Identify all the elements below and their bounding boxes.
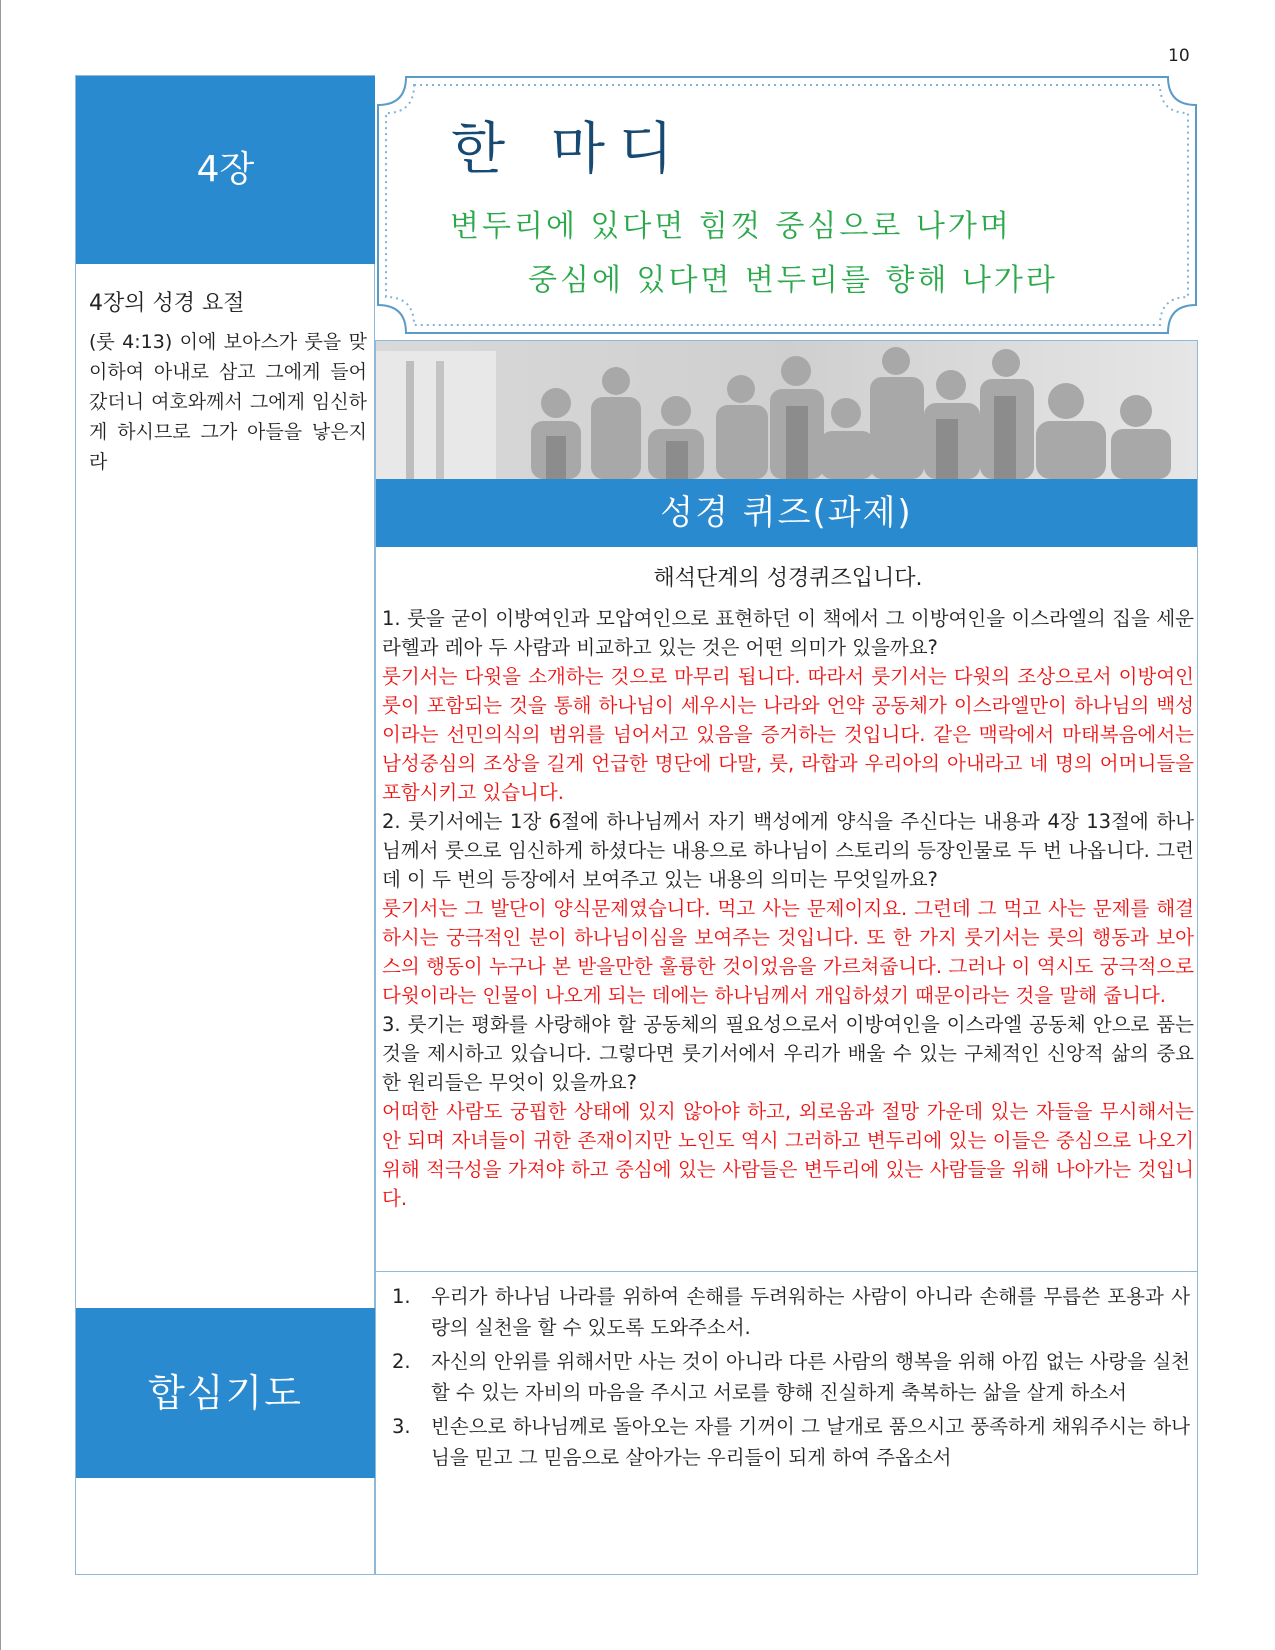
quiz-intro: 해석단계의 성경퀴즈입니다.: [653, 566, 923, 591]
prayer-text: 우리가 하나님 나라를 위하여 손해를 두려워하는 사람이 아니라 손해를 무릅쓴 포용과 사랑의 실천을 할 수 있도록 도와주소서.: [431, 1285, 1190, 1339]
prayer-number: 1.: [392, 1285, 411, 1308]
prayer-list: [384, 1281, 1190, 1476]
sidebar: [75, 75, 375, 1575]
prayer-number: 2.: [392, 1350, 411, 1373]
prayer-text: 자신의 안위를 위해서만 사는 것이 아니라 다른 사람의 행복을 위해 아낌 없는 사랑을 실천할 수 있는 자비의 마음을 주시고 서로를 향해 진실하게 축복하는 삶을 살게 하소서: [431, 1350, 1190, 1404]
motto-line-2: 중심에 있다면 변두리를 향해 나가라: [528, 263, 1058, 298]
prayer-item: [384, 1346, 1190, 1408]
key-verse-block: [89, 286, 367, 477]
quiz-heading: 성경 퀴즈(과제): [376, 479, 1197, 547]
section-divider: [376, 1271, 1197, 1272]
quiz-answer: 룻기서는 그 발단이 양식문제였습니다. 먹고 사는 문제이지요. 그런데 그 먹고 사는 문제를 해결하시는 궁극적인 분이 하나님이심을 보여주는 것입니다. 또 한 가지 룻기서는 룻의 행동과 보아스의 행동이 누구나 본 받을만한 훌륭한 것이었음을 가르쳐줍니다. 그러나 이 역시도 궁극적으로 다윗이라는 인물이 나오게 되는 데에는 하나님께서 개입하셨기 때문이라는 것을 말해 줍니다.: [382, 897, 1194, 1007]
quiz-question: 3. 룻기는 평화를 사랑해야 할 공동체의 필요성으로서 이방여인을 이스라엘 공동체 안으로 품는 것을 제시하고 있습니다. 그렇다면 룻기서에서 우리가 배울 수 있는 구체적인 신앙적 삶의 중요한 원리들은 무엇이 있을까요?: [382, 1013, 1194, 1094]
prayer-heading: 합심기도: [76, 1308, 375, 1478]
quiz-question: 2. 룻기서에는 1장 6절에 하나님께서 자기 백성에게 양식을 주신다는 내용과 4장 13절에 하나님께서 룻으로 임신하게 하셨다는 내용으로 하나님이 스토리의 등장인물로 두 번 나옵니다. 그런데 이 두 번의 등장에서 보여주고 있는 내용의 의미는 무엇일까요?: [382, 810, 1194, 891]
motto-frame: [376, 75, 1198, 335]
main-content: [375, 340, 1198, 1575]
page-number: 10: [1168, 46, 1190, 66]
quiz-content: [382, 561, 1194, 1213]
prayer-text: 빈손으로 하나님께로 돌아오는 자를 기꺼이 그 날개로 품으시고 풍족하게 채워주시는 하나님을 믿고 그 믿음으로 살아가는 우리들이 되게 하여 주옵소서: [431, 1415, 1190, 1469]
quiz-question: 1. 룻을 굳이 이방여인과 모압여인으로 표현하던 이 책에서 그 이방여인을 이스라엘의 집을 세운 라헬과 레아 두 사람과 비교하고 있는 것은 어떤 의미가 있을까요?: [382, 607, 1194, 659]
quiz-answer: 룻기서는 다윗을 소개하는 것으로 마무리 됩니다. 따라서 룻기서는 다윗의 조상으로서 이방여인 룻이 포함되는 것을 통해 하나님이 세우시는 나라와 언약 공동체가 이스라엘만이 하나님의 백성이라는 선민의식의 범위를 넘어서고 있음을 증거하는 것입니다. 같은 맥락에서 마태복음에서는 남성중심의 조상을 길게 언급한 명단에 다말, 룻, 라합과 우리아의 아내라고 네 명의 어머니들을 포함시키고 있습니다.: [382, 665, 1194, 804]
key-verse-text: (룻 4:13) 이에 보아스가 룻을 맞이하여 아내로 삼고 그에게 들어갔더니 여호와께서 그에게 임신하게 하시므로 그가 아들을 낳은지라: [89, 331, 367, 473]
motto-title: 한 마디: [451, 117, 688, 182]
choir-photo-banner: [376, 341, 1197, 479]
prayer-item: [384, 1281, 1190, 1343]
quiz-answer: 어떠한 사람도 궁핍한 상태에 있지 않아야 하고, 외로움과 절망 가운데 있는 자들을 무시해서는 안 되며 자녀들이 귀한 존재이지만 노인도 역시 그러하고 변두리에 있는 이들은 중심으로 나오기 위해 적극성을 가져야 하고 중심에 있는 사람들은 변두리에 있는 사람들을 위해 나아가는 것입니다.: [382, 1100, 1194, 1210]
prayer-number: 3.: [392, 1415, 411, 1438]
key-verse-title: 4장의 성경 요절: [89, 291, 245, 316]
page-edge-rule: [0, 0, 1, 1650]
choir-photo: [376, 341, 1197, 479]
prayer-item: [384, 1411, 1190, 1473]
motto-line-1: 변두리에 있다면 힘껏 중심으로 나가며: [450, 209, 1012, 244]
chapter-heading: 4장: [76, 76, 375, 264]
